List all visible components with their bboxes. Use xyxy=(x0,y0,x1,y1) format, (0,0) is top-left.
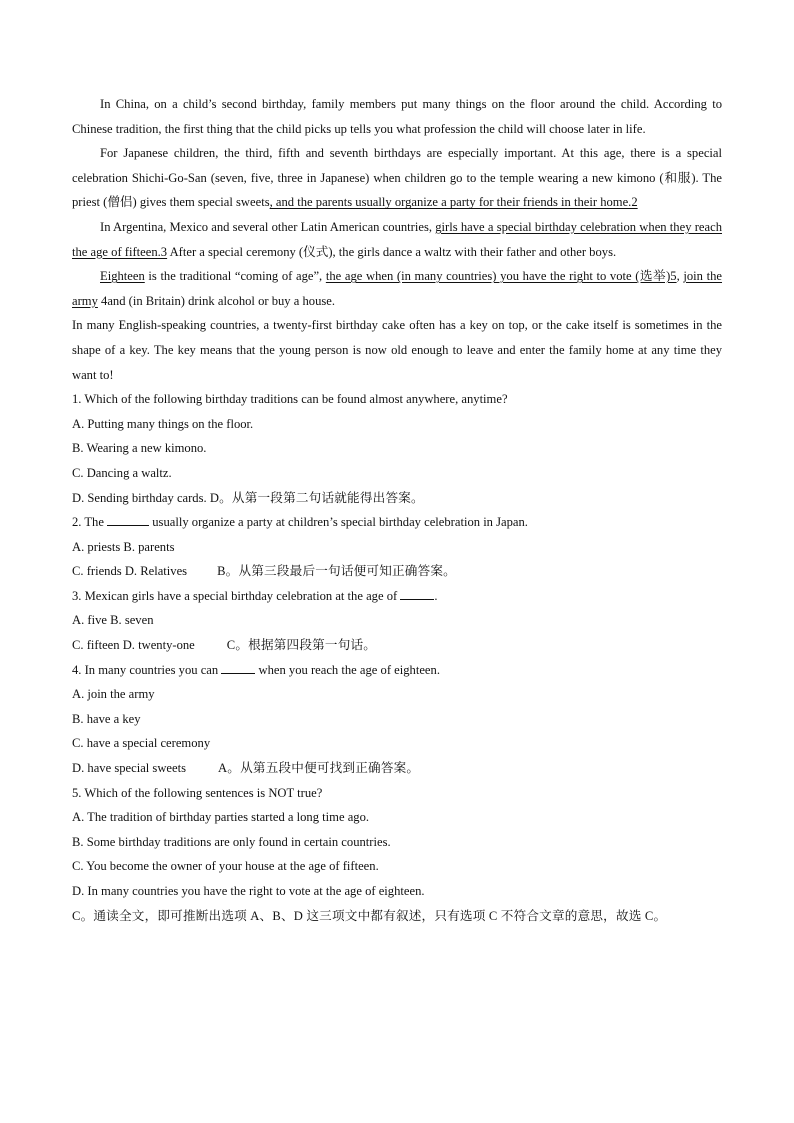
question-4-option-d-line xyxy=(72,756,722,781)
question-2-blank xyxy=(107,513,149,526)
question-5-option-d: D. In many countries you have the right to vote at the age of eighteen. xyxy=(72,884,425,898)
paragraph-latin-america xyxy=(72,215,722,264)
question-3-stem xyxy=(72,584,722,609)
question-1-option-b: B. Wearing a new kimono. xyxy=(72,441,207,456)
question-2-stem xyxy=(72,510,722,535)
question-5-option-b: B. Some birthday traditions are only found in certain countries. xyxy=(72,834,391,849)
underlined-sentence-3: girls have a special birthday celebration when they reach the age of fifteen.3 xyxy=(72,219,722,259)
question-2-answer-note: B。从第三段最后一句话便可知正确答案。 xyxy=(217,564,456,579)
question-4-option-a: A. join the army xyxy=(72,687,155,702)
question-2-stem-b: usually organize a party at children’s special birthday celebration in Japan. xyxy=(149,515,528,530)
question-3-options-ab: A. five B. seven xyxy=(72,613,154,628)
question-2-options-ab: A. priests B. parents xyxy=(72,539,175,554)
underlined-sentence-5: the age when (in many countries) you have the right to vote (选举)5 xyxy=(325,269,677,284)
paragraph-china: In China, on a child’s second birthday, family members put many things on the floor around the child. According to Chinese tradition, the first thing that the child picks up tells you what profession the child will choose later in life. xyxy=(72,97,722,136)
underlined-eighteen: Eighteen xyxy=(100,269,145,284)
paragraph-eighteen-text-a: is the traditional “coming of age”, xyxy=(144,269,326,284)
paragraph-japan xyxy=(72,141,722,215)
question-3-stem-b: . xyxy=(434,588,438,603)
question-1-option-d: D. Sending birthday cards. xyxy=(72,490,207,505)
question-3-options-cd: C. fifteen D. twenty-one xyxy=(72,638,195,653)
question-1-option-d-line xyxy=(72,486,722,511)
paragraph-latin-text-a: In Argentina, Mexico and several other Latin American countries, xyxy=(100,219,436,234)
paragraph-eighteen xyxy=(72,264,722,313)
question-3-answer-note: C。根据第四段第一句话。 xyxy=(226,638,377,653)
question-5-answer-note: C。通读全文，即可推断出选项 A、B、D 这三项文中都有叙述，只有选项 C 不符合文章的意思，故选 C。 xyxy=(72,908,667,923)
question-4-stem-b: when you reach the age of eighteen. xyxy=(255,662,440,677)
question-1-option-c: C. Dancing a waltz. xyxy=(72,465,172,480)
question-5-option-a: A. The tradition of birthday parties started a long time ago. xyxy=(72,810,370,825)
question-4-option-d: D. have special sweets xyxy=(72,761,187,776)
underlined-join-army: join the army xyxy=(72,269,723,308)
question-5-option-c: C. You become the owner of your house at the age of fifteen. xyxy=(72,859,379,874)
question-3-blank xyxy=(400,587,434,600)
question-4-answer-note: A。从第五段中便可找到正确答案。 xyxy=(218,761,420,776)
paragraph-eighteen-text-b: , xyxy=(676,269,684,284)
document-page xyxy=(72,92,722,928)
question-2-options-cd: C. friends D. Relatives xyxy=(72,564,188,579)
question-1-answer-note: D。从第一段第二句话就能得出答案。 xyxy=(209,490,424,505)
question-1-stem: 1. Which of the following birthday traditions can be found almost anywhere, anytime? xyxy=(72,392,508,407)
paragraph-eighteen-text-c: 4and (in Britain) drink alcohol or buy a house. xyxy=(97,293,336,308)
paragraph-japan-text: For Japanese children, the third, fifth and seventh birthdays are especially important. At this age, there is a special celebration Shichi-Go-San (seven, five, three in Japanese) when children go to the temple wearing a new kimono (和服). The priest (僧侣) gives them special sweets xyxy=(72,146,722,210)
question-4-stem xyxy=(72,658,722,683)
question-3-options-cd-line xyxy=(72,633,722,658)
question-3-stem-a: 3. Mexican girls have a special birthday celebration at the age of xyxy=(72,588,401,603)
question-1-option-a: A. Putting many things on the floor. xyxy=(72,416,254,431)
underlined-sentence-2: , and the parents usually organize a party for their friends in their home.2 xyxy=(269,195,638,210)
paragraph-key: In many English-speaking countries, a twenty-first birthday cake often has a key on top, or the cake itself is sometimes in the shape of a key. The key means that the young person is now old enough to leave and enter the family home at any time they want to! xyxy=(72,318,722,382)
question-5-stem: 5. Which of the following sentences is NOT true? xyxy=(72,785,323,800)
paragraph-latin-text-b: After a special ceremony (仪式), the girls dance a waltz with their father and other boys. xyxy=(167,244,617,259)
question-4-option-c: C. have a special ceremony xyxy=(72,736,211,751)
question-4-blank xyxy=(221,661,255,674)
question-4-option-b: B. have a key xyxy=(72,711,141,726)
question-2-stem-a: 2. The xyxy=(72,515,108,530)
question-2-options-cd-line xyxy=(72,559,722,584)
question-4-stem-a: 4. In many countries you can xyxy=(72,662,222,677)
